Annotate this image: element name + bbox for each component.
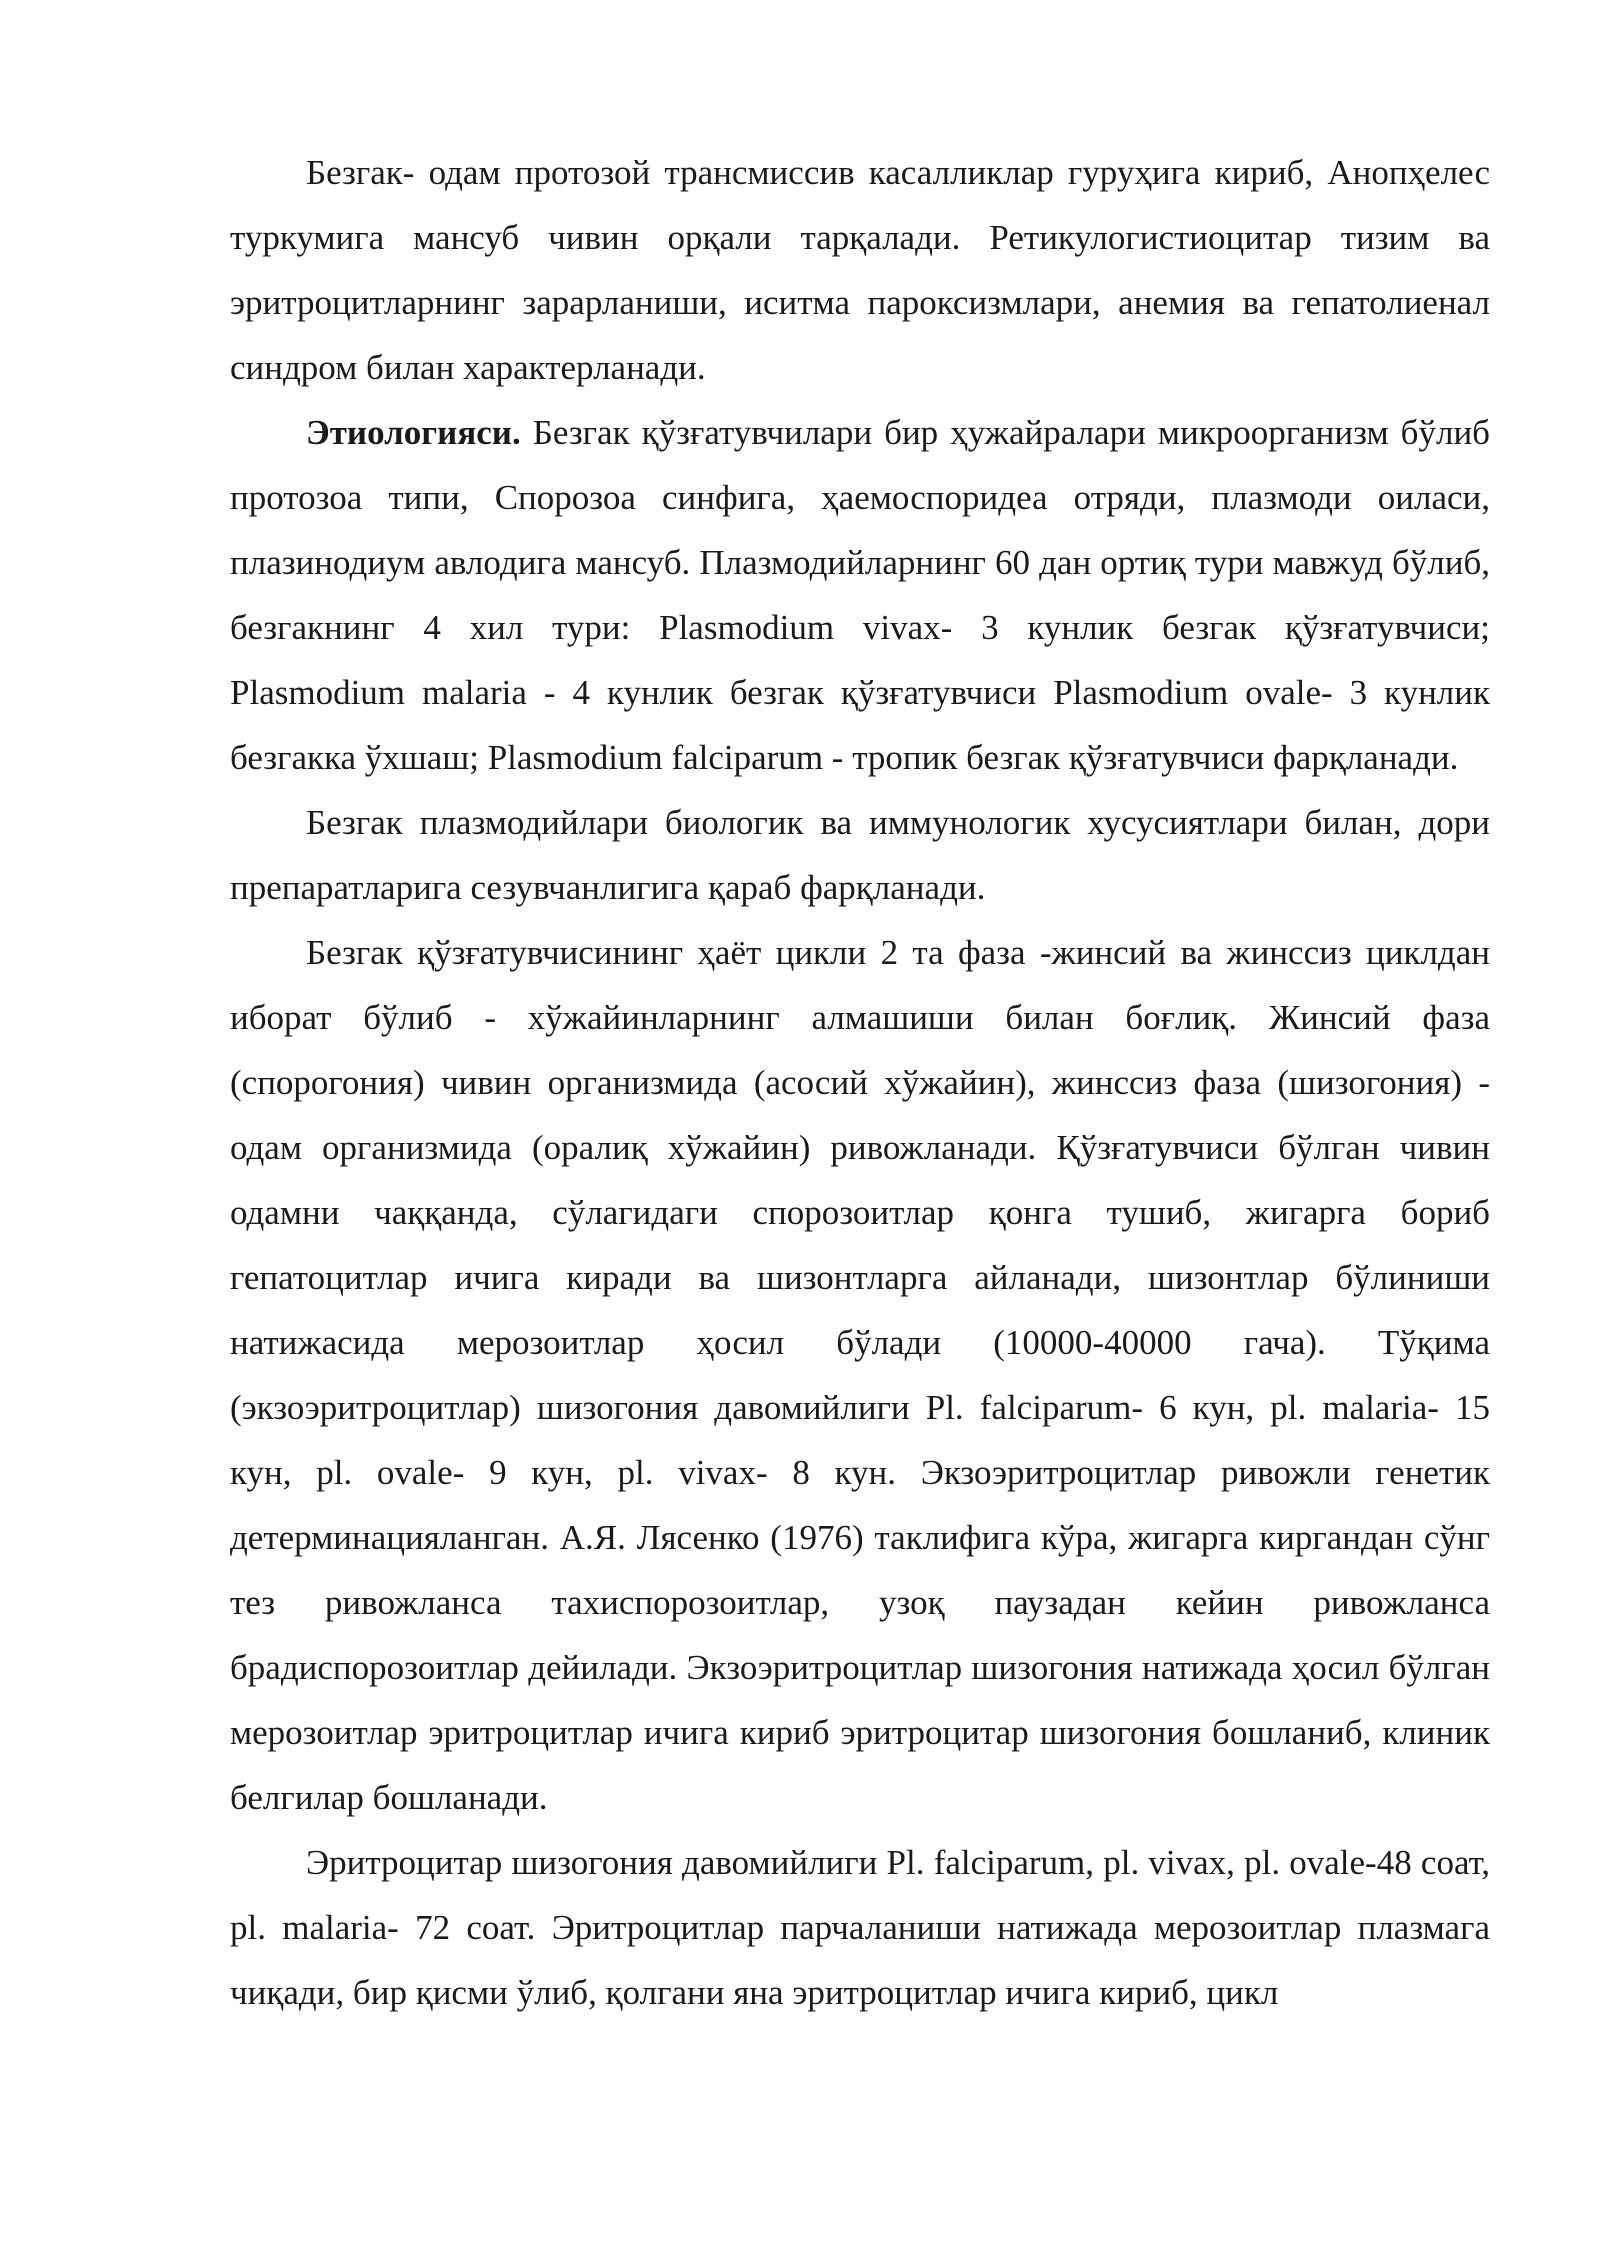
etiology-heading: Этиологияси. [306, 413, 521, 452]
paragraph-erythrocytic-schizogony [230, 1830, 1490, 2025]
paragraph-plasmodia-properties [230, 790, 1490, 920]
paragraph-text: Безгак плазмодийлари биологик ва иммунологик хусусиятлари билан, дори препаратларига сезувчанлигига қараб фарқланади. [230, 803, 1490, 907]
paragraph-life-cycle [230, 920, 1490, 1830]
paragraph-text: Безгак- одам протозой трансмиссив касалликлар гуруҳига кириб, Анопҳелес туркумига мансуб чивин орқали тарқалади. Ретикулогистиоцитар тизим ва эритроцитларнинг зарарланиши, иситма пароксизмлари, анемия ва гепатолиенал синдром билан характерланади. [230, 153, 1490, 387]
document-page [230, 140, 1490, 2025]
paragraph-text: Безгак қўзғатувчисининг ҳаёт цикли 2 та фаза -жинсий ва жинссиз циклдан иборат бўлиб - хўжайинларнинг алмашиши билан боғлиқ. Жинсий фаза (спорогония) чивин организмида (асосий хўжайин), жинссиз фаза (шизогония) - одам организмида (оралиқ хўжайин) ривожланади. Қўзғатувчиси бўлган чивин одамни чаққанда, сўлагидаги спорозоитлар қонга тушиб, жигарга бориб гепатоцитлар ичига киради ва шизонтларга айланади, шизонтлар бўлиниши натижасида мерозоитлар ҳосил бўлади (10000-40000 гача). Тўқима (экзоэритроцитлар) шизогония давомийлиги Pl. falciparum- 6 кун, pl. malaria- 15 кун, pl. ovale- 9 кун, pl. vivax- 8 кун. Экзоэритроцитлар ривожли генетик детерминацияланган. А.Я. Лясенко (1976) таклифига кўра, жигарга киргандан сўнг тез ривожланса тахиспорозоитлар, узоқ паузадан кейин ривожланса брадиспорозоитлар дейилади. Экзоэритроцитлар шизогония натижада ҳосил бўлган мерозоитлар эритроцитлар ичига кириб эритроцитар шизогония бошланиб, клиник белгилар бошланади. [230, 933, 1490, 1817]
paragraph-intro [230, 140, 1490, 400]
paragraph-text: Эритроцитар шизогония давомийлиги Pl. falciparum, pl. vivax, pl. ovale-48 соат, pl. malaria- 72 соат. Эритроцитлар парчаланиши натижада мерозоитлар плазмага чиқади, бир қисми ўлиб, қолгани яна эритроцитлар ичига кириб, цикл [230, 1843, 1490, 2012]
paragraph-text: Безгак қўзғатувчилари бир ҳужайралари микроорганизм бўлиб протозоа типи, Спорозоа синфига, ҳаемоспоридеа отряди, плазмоди оиласи, плазинодиум авлодига мансуб. Плазмодийларнинг 60 дан ортиқ тури мавжуд бўлиб, безгакнинг 4 хил тури: Plasmodium vivax- 3 кунлик безгак қўзғатувчиси; Plasmodium malaria - 4 кунлик безгак қўзғатувчиси Plasmodium ovale- 3 кунлик безгакка ўхшаш; Plasmodium falciparum - тропик безгак қўзғатувчиси фарқланади. [230, 413, 1490, 777]
paragraph-etiology [230, 400, 1490, 790]
